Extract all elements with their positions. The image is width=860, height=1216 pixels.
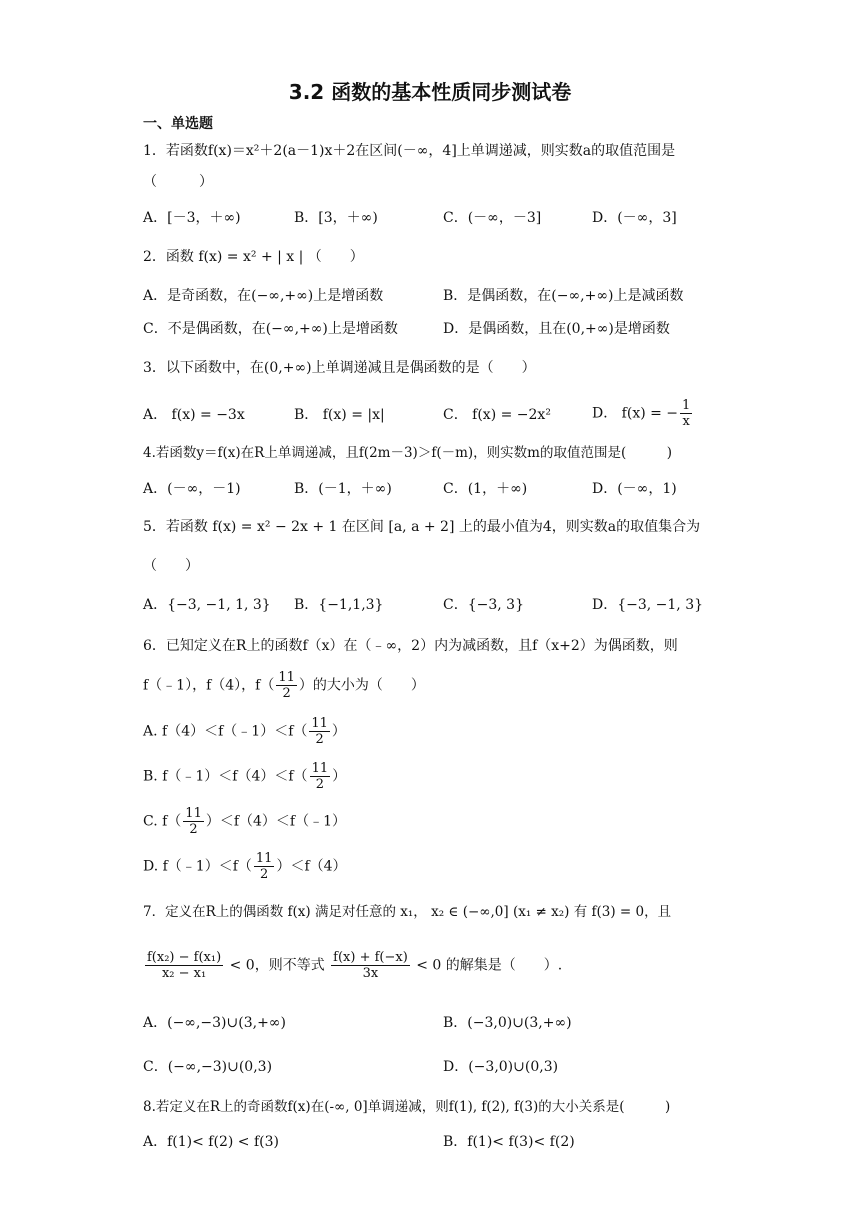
option-text: ） (331, 723, 346, 740)
q5-option-c: C．{−3, 3} (443, 597, 524, 613)
fraction-denominator: x₂ − x₁ (161, 966, 207, 981)
q4-option-d: D．(－∞，1) (592, 481, 677, 497)
fraction-numerator: 1 (682, 398, 691, 413)
fraction (254, 851, 275, 882)
fraction-denominator: 2 (315, 777, 324, 792)
fraction-denominator: 2 (260, 867, 269, 882)
q8-option-b: B．f(1)< f(3)< f(2) (443, 1134, 575, 1150)
q1-option-a: A．[－3，＋∞) (143, 210, 241, 226)
q8-option-a: A．f(1)< f(2) < f(3) (143, 1134, 279, 1150)
q6-option-c (143, 806, 346, 837)
q5-option-b: B．{−1,1,3} (294, 597, 384, 613)
q3-option-c: C． f(x) = −2x² (443, 407, 551, 423)
q4-option-a: A．(－∞，－1) (143, 481, 241, 497)
option-text: ） (332, 768, 347, 785)
q7-option-d: D．(−3,0)∪(0,3) (443, 1059, 559, 1075)
q2-option-d: D．是偶函数，且在(0,+∞)是增函数 (443, 321, 670, 337)
question-6-stem-2 (143, 670, 425, 701)
stem-text: f（﹣1），f（4），f（ (143, 677, 275, 694)
fraction-numerator: 11 (311, 716, 328, 731)
q2-option-b: B．是偶函数，在(−∞,+∞)上是减函数 (443, 288, 684, 304)
q2-option-c: C．不是偶函数，在(−∞,+∞)上是增函数 (143, 321, 398, 337)
q5-option-a: A．{−3, −1, 1, 3} (143, 597, 271, 613)
question-1-blank: （ ） (143, 174, 213, 190)
question-5-stem: 5．若函数 f(x) = x² − 2x + 1 在区间 [a, a + 2] 上的最小值为4，则实数a的取值集合为 (143, 519, 701, 535)
q3-option-d (592, 398, 694, 429)
question-7-stem-2 (143, 950, 562, 981)
fraction-denominator: 3x (362, 966, 379, 981)
q4-option-b: B．(－1，＋∞) (294, 481, 392, 497)
stem-text: < 0，则不等式 (225, 957, 330, 974)
question-4-stem: 4.若函数y＝f(x)在R上单调递减，且f(2m－3)＞f(－m)，则实数m的取值范围是( ) (143, 445, 672, 461)
question-5-blank: （ ） (143, 558, 199, 574)
stem-text: ）的大小为（ ） (298, 677, 425, 694)
question-8-stem: 8.若定义在R上的奇函数f(x)在(-∞, 0]单调递减，则f(1), f(2), f(3)的大小关系是( ) (143, 1099, 671, 1115)
q6-option-b (143, 761, 346, 792)
fraction-numerator: 11 (185, 806, 202, 821)
option-text: ）＜f（4） (276, 858, 347, 875)
q1-option-c: C．(－∞，－3] (443, 210, 542, 226)
question-6-stem: 6．已知定义在R上的函数f（x）在（﹣∞，2）内为减函数，且f（x+2）为偶函数，则 (143, 638, 678, 654)
q4-option-c: C．(1，＋∞) (443, 481, 528, 497)
q1-option-d: D．(－∞，3] (592, 210, 677, 226)
fraction-denominator: x (682, 414, 690, 429)
question-3-stem: 3．以下函数中，在(0,+∞)上单调递减且是偶函数的是（ ） (143, 360, 536, 376)
q5-option-d: D．{−3, −1, 3} (592, 597, 704, 613)
fraction-numerator: 11 (278, 670, 295, 685)
q7-option-a: A．(−∞,−3)∪(3,+∞) (143, 1015, 286, 1031)
option-text: ）＜f（4）＜f（﹣1） (205, 813, 347, 830)
option-text: B. f（﹣1）＜f（4）＜f（ (143, 768, 308, 785)
page-title: 3.2 函数的基本性质同步测试卷 (288, 80, 572, 104)
fraction (680, 398, 692, 429)
question-7-stem: 7．定义在R上的偶函数 f(x) 满足对任意的 x₁， x₂ ∈ (−∞,0] (x₁ ≠ x₂) 有 f(3) = 0，且 (143, 904, 672, 920)
fraction-denominator: 2 (315, 732, 324, 747)
stem-text: < 0 的解集是（ ）. (411, 957, 563, 974)
fraction (310, 761, 331, 792)
section-heading: 一、单选题 (143, 116, 213, 132)
q3-option-d-prefix: D． f(x) = − (592, 405, 679, 422)
q6-option-d (143, 851, 347, 882)
q3-option-a: A． f(x) = −3x (143, 407, 245, 423)
option-text: C. f（ (143, 813, 182, 830)
question-1-stem: 1．若函数f(x)＝x²＋2(a－1)x＋2在区间(－∞，4]上单调递减，则实数a的取值范围是 (143, 143, 676, 159)
fraction (145, 950, 223, 981)
fraction (331, 950, 410, 981)
q3-option-b: B． f(x) = |x| (294, 407, 385, 423)
fraction (309, 716, 330, 747)
question-2-stem: 2．函数 f(x) = x² + | x | （ ） (143, 249, 364, 265)
fraction-denominator: 2 (282, 686, 291, 701)
option-text: D. f（﹣1）＜f（ (143, 858, 252, 875)
q1-option-b: B．[3，＋∞) (294, 210, 378, 226)
q7-option-c: C．(−∞,−3)∪(0,3) (143, 1059, 273, 1075)
fraction-numerator: 11 (311, 761, 329, 776)
fraction-numerator: f(x₂) − f(x₁) (147, 950, 222, 965)
fraction-numerator: 11 (255, 851, 273, 866)
option-text: A. f（4）＜f（﹣1）＜f（ (143, 723, 308, 740)
fraction-numerator: f(x) + f(−x) (333, 950, 408, 965)
q6-option-a (143, 716, 346, 747)
fraction (183, 806, 204, 837)
q2-option-a: A．是奇函数，在(−∞,+∞)上是增函数 (143, 288, 384, 304)
q7-option-b: B．(−3,0)∪(3,+∞) (443, 1015, 572, 1031)
fraction (276, 670, 297, 701)
fraction-denominator: 2 (189, 822, 198, 837)
